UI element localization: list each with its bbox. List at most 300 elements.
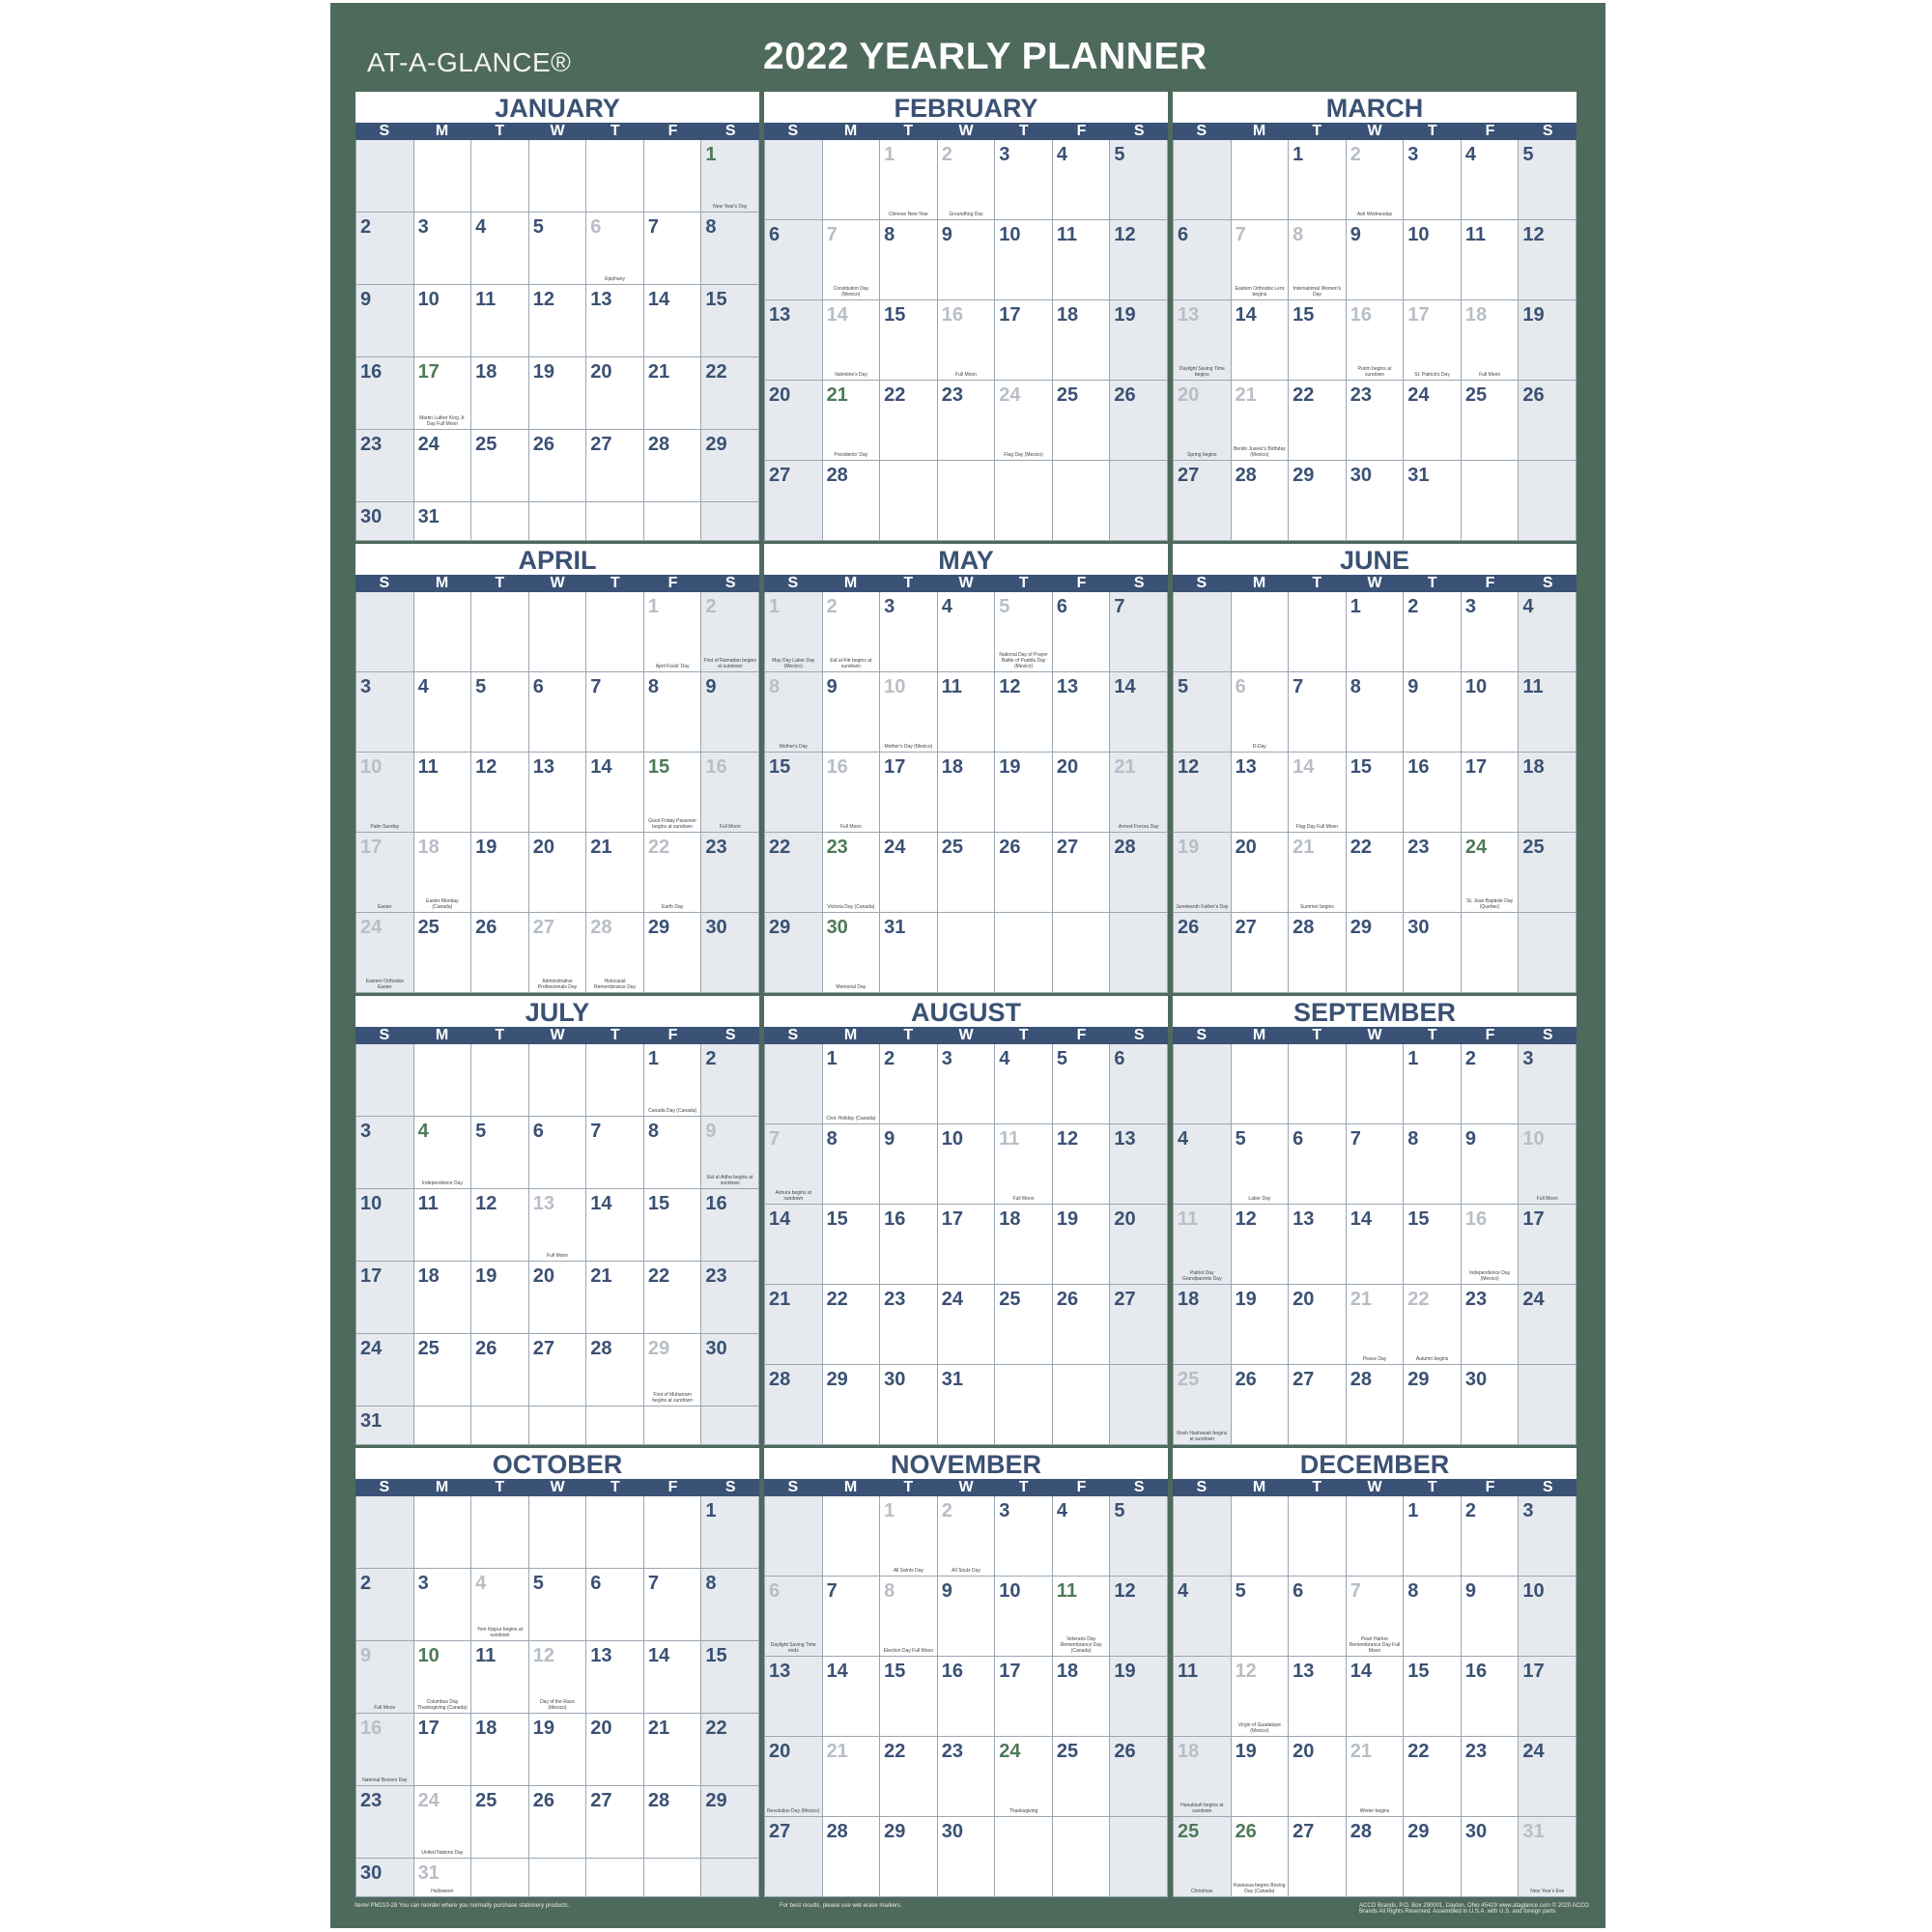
day-number: 8 (769, 676, 781, 697)
planner-poster (330, 3, 1605, 1928)
day-cell (823, 140, 881, 220)
day-number: 19 (1056, 1208, 1079, 1230)
day-cell (1053, 140, 1111, 220)
day-cell (995, 1285, 1053, 1365)
day-number: 18 (1178, 1289, 1200, 1310)
day-cell (1289, 381, 1347, 461)
day-number: 21 (647, 1718, 670, 1739)
day-number: 4 (475, 216, 487, 238)
day-number: 19 (1235, 1741, 1257, 1762)
holiday-note: Valentine's Day (834, 372, 867, 378)
day-cell (765, 1285, 823, 1365)
day-cell (1347, 913, 1405, 993)
day-number: 11 (1178, 1661, 1199, 1682)
day-cell (586, 753, 644, 833)
day-cell (1232, 1124, 1290, 1205)
holiday-note: Administrative Professionals Day (537, 979, 578, 990)
day-cell (1289, 1737, 1347, 1817)
day-cell (880, 300, 938, 381)
holiday-note: Victoria Day (Canada) (827, 904, 875, 910)
day-cell (356, 913, 414, 993)
day-cell (644, 213, 702, 285)
month-september (1173, 996, 1577, 1445)
day-cell (880, 1285, 938, 1365)
holiday-note: First of Muharram begins at sundown (652, 1392, 693, 1404)
weekday-label: F (1076, 575, 1087, 591)
day-number: 4 (1056, 1500, 1067, 1521)
day-cell (529, 1569, 587, 1641)
day-cell (995, 140, 1053, 220)
day-number: 27 (769, 465, 791, 486)
day-cell (1110, 833, 1168, 913)
day-cell (1232, 672, 1290, 753)
day-cell (414, 285, 472, 357)
day-cell (823, 1044, 881, 1124)
day-cell (471, 1406, 529, 1445)
day-cell (1053, 913, 1111, 993)
day-cell (701, 1406, 759, 1445)
weekday-header (355, 1027, 759, 1044)
day-cell (995, 1496, 1053, 1577)
day-number: 22 (705, 361, 727, 383)
weekday-label: S (379, 123, 390, 139)
weekday-label: W (958, 1027, 974, 1043)
day-cell (1053, 753, 1111, 833)
holiday-note: Eastern Orthodox Lent begins (1235, 286, 1284, 298)
day-cell (356, 1859, 414, 1897)
day-cell (823, 300, 881, 381)
day-number: 12 (1522, 224, 1545, 245)
weekday-label: W (958, 575, 974, 591)
day-cell (701, 1044, 759, 1117)
day-number: 10 (1464, 676, 1488, 697)
day-cell (938, 140, 996, 220)
weekday-label: S (1542, 1479, 1553, 1495)
day-number: 15 (705, 289, 727, 310)
day-cell (1232, 1285, 1290, 1365)
day-number: 2 (1407, 596, 1419, 617)
day-cell (414, 913, 472, 993)
day-number: 29 (647, 1338, 670, 1359)
day-cell (880, 1044, 938, 1124)
day-number: 26 (1114, 1741, 1136, 1762)
holiday-note: Civic Holiday (Canada) (826, 1116, 876, 1122)
day-number: 19 (532, 361, 554, 383)
day-number: 6 (1293, 1580, 1304, 1602)
weekday-label: T (1018, 123, 1029, 139)
day-number: 2 (826, 596, 838, 617)
day-cell (1232, 300, 1290, 381)
day-cell (1404, 1205, 1462, 1285)
day-number: 2 (941, 1500, 952, 1521)
day-cell (1519, 672, 1577, 753)
day-cell (471, 1189, 529, 1262)
day-cell (1404, 1124, 1462, 1205)
holiday-note: Martin Luther King Jr. Day Full Moon (419, 415, 466, 427)
day-cell (1110, 672, 1168, 753)
day-cell (529, 1406, 587, 1445)
day-cell (995, 1817, 1053, 1897)
day-number: 19 (1522, 304, 1545, 326)
day-cell (586, 140, 644, 213)
day-grid (355, 140, 759, 541)
month-name: DECEMBER (1299, 1450, 1450, 1479)
holiday-note: Full Moon (1012, 1196, 1035, 1202)
day-cell (1347, 220, 1405, 300)
day-cell (1462, 1205, 1520, 1285)
day-cell (765, 672, 823, 753)
day-cell (938, 1737, 996, 1817)
day-number: 17 (999, 304, 1021, 326)
day-cell (1289, 672, 1347, 753)
day-cell (1519, 300, 1577, 381)
weekday-label: F (1076, 1027, 1087, 1043)
day-cell (823, 1577, 881, 1657)
day-number: 5 (532, 216, 544, 238)
day-number: 27 (532, 917, 554, 938)
day-cell (1519, 1737, 1577, 1817)
day-cell (356, 1334, 414, 1406)
day-cell (1053, 672, 1111, 753)
day-cell (356, 285, 414, 357)
holiday-note: Spring begins (1186, 452, 1217, 458)
day-number: 31 (360, 1410, 383, 1432)
day-number: 26 (532, 1790, 554, 1811)
day-grid (1173, 140, 1577, 541)
day-number: 24 (417, 434, 440, 455)
day-number: 17 (941, 1208, 963, 1230)
day-number: 8 (1407, 1128, 1419, 1150)
day-cell (995, 381, 1053, 461)
day-cell (1053, 592, 1111, 672)
day-number: 11 (417, 756, 439, 778)
day-cell (471, 753, 529, 833)
day-cell (529, 1496, 587, 1569)
day-cell (701, 1117, 759, 1189)
day-cell (995, 753, 1053, 833)
day-number: 6 (1114, 1048, 1125, 1069)
day-cell (1404, 1496, 1462, 1577)
day-cell (1232, 1657, 1290, 1737)
day-cell (1232, 1737, 1290, 1817)
day-cell (1519, 1365, 1577, 1445)
day-number: 24 (941, 1289, 963, 1310)
day-number: 20 (532, 837, 554, 858)
holiday-note: National Day of Prayer Battle of Puebla Day (Mexico) (999, 652, 1048, 669)
day-cell (414, 672, 472, 753)
holiday-note: Labor Day (1248, 1196, 1271, 1202)
day-cell (995, 592, 1053, 672)
day-cell (1404, 753, 1462, 833)
holiday-note: Flag Day (Mexico) (1004, 452, 1043, 458)
day-number: 18 (1464, 304, 1488, 326)
day-cell (823, 1496, 881, 1577)
day-cell (586, 502, 644, 541)
day-cell (1110, 1285, 1168, 1365)
footer-item-number: Item# PM210-28 You can reorder where you normally purchase stationery products. (355, 1903, 570, 1909)
day-number: 9 (1464, 1128, 1476, 1150)
day-number: 28 (1293, 917, 1315, 938)
day-number: 3 (999, 1500, 1010, 1521)
weekday-header (1173, 575, 1577, 592)
day-number: 20 (769, 384, 791, 406)
holiday-note: International Women's Day (1293, 286, 1342, 298)
day-cell (880, 461, 938, 541)
day-cell (880, 1496, 938, 1577)
day-number: 8 (705, 216, 717, 238)
weekday-label: F (668, 1027, 678, 1043)
day-number: 9 (941, 1580, 952, 1602)
day-cell (1404, 220, 1462, 300)
day-cell (586, 1262, 644, 1334)
holiday-note: Full Moon (547, 1253, 568, 1259)
day-number: 3 (941, 1048, 952, 1069)
month-name: NOVEMBER (890, 1450, 1041, 1479)
day-number: 16 (1407, 756, 1430, 778)
month-december (1173, 1448, 1577, 1897)
day-number: 2 (705, 596, 717, 617)
day-cell (1462, 592, 1520, 672)
day-cell (471, 1569, 529, 1641)
day-cell (529, 430, 587, 502)
day-number: 31 (417, 506, 440, 527)
day-number: 25 (999, 1289, 1021, 1310)
day-number: 1 (1293, 144, 1304, 165)
day-number: 19 (999, 756, 1021, 778)
day-number: 4 (417, 676, 429, 697)
day-cell (701, 1859, 759, 1897)
day-number: 26 (475, 917, 497, 938)
holiday-note: Summer begins (1299, 904, 1334, 910)
holiday-note: April Fools' Day (655, 664, 690, 669)
day-cell (1110, 1577, 1168, 1657)
day-cell (529, 1641, 587, 1714)
day-cell (823, 833, 881, 913)
day-number: 13 (590, 1645, 612, 1666)
month-november (764, 1448, 1168, 1897)
planner-title: 2022 YEARLY PLANNER (763, 36, 1208, 77)
day-cell (1289, 1577, 1347, 1657)
weekday-label: F (1485, 575, 1495, 591)
day-cell (1110, 1496, 1168, 1577)
holiday-note: Mother's Day (779, 744, 808, 750)
day-number: 31 (417, 1862, 440, 1884)
day-cell (1519, 1285, 1577, 1365)
day-number: 6 (532, 1121, 544, 1142)
weekday-header (764, 1027, 1168, 1044)
day-cell (471, 430, 529, 502)
weekday-label: F (1485, 123, 1495, 139)
holiday-note: Presidents' Day (834, 452, 868, 458)
day-number: 17 (884, 756, 906, 778)
day-cell (1462, 1496, 1520, 1577)
day-cell (823, 1285, 881, 1365)
day-number: 3 (1522, 1500, 1534, 1521)
day-cell (1110, 140, 1168, 220)
weekday-header (764, 1479, 1168, 1496)
day-number: 25 (1178, 1821, 1200, 1842)
weekday-label: T (1427, 123, 1437, 139)
day-number: 25 (417, 1338, 440, 1359)
holiday-note: National Bosses Day (362, 1777, 408, 1783)
day-grid (355, 1044, 759, 1445)
day-cell (529, 833, 587, 913)
day-number: 29 (1350, 917, 1372, 938)
day-cell (529, 1334, 587, 1406)
day-number: 13 (769, 1661, 791, 1682)
day-number: 16 (360, 1718, 383, 1739)
day-cell (880, 381, 938, 461)
day-number: 27 (1293, 1821, 1315, 1842)
day-number: 27 (590, 1790, 612, 1811)
day-number: 24 (1407, 384, 1430, 406)
holiday-note: Eid al-Fitr begins at sundown (830, 658, 872, 669)
weekday-label: F (668, 123, 678, 139)
day-number: 9 (941, 224, 952, 245)
day-number: 10 (1407, 224, 1430, 245)
day-cell (1289, 592, 1347, 672)
weekday-label: M (843, 575, 858, 591)
day-grid (355, 592, 759, 993)
day-cell (471, 1714, 529, 1786)
day-number: 29 (705, 1790, 727, 1811)
day-number: 12 (532, 289, 554, 310)
day-cell (1232, 1817, 1290, 1897)
day-number: 2 (941, 144, 952, 165)
day-number: 19 (1178, 837, 1200, 858)
holiday-note: Peace Day (1362, 1356, 1387, 1362)
weekday-label: M (435, 123, 449, 139)
holiday-note: Revolution Day (Mexico) (767, 1808, 820, 1814)
day-cell (823, 220, 881, 300)
day-number: 5 (1114, 1500, 1125, 1521)
day-cell (1053, 220, 1111, 300)
day-number: 14 (1350, 1208, 1372, 1230)
day-number: 27 (1235, 917, 1257, 938)
day-cell (1404, 913, 1462, 993)
day-number: 15 (647, 756, 670, 778)
holiday-note: Daylight Saving Time begins (1179, 366, 1225, 378)
day-cell (414, 753, 472, 833)
day-cell (1519, 220, 1577, 300)
day-cell (644, 1189, 702, 1262)
day-cell (938, 300, 996, 381)
holiday-note: Canada Day (Canada) (648, 1108, 697, 1114)
day-number: 3 (999, 144, 1010, 165)
month-name: APRIL (518, 546, 597, 575)
footer-note: For best results, please use wet-erase markers. (780, 1903, 902, 1909)
day-cell (1289, 140, 1347, 220)
day-cell (1289, 1657, 1347, 1737)
day-cell (471, 1496, 529, 1569)
weekday-label: T (1018, 1479, 1029, 1495)
day-number: 29 (884, 1821, 906, 1842)
day-number: 10 (417, 289, 440, 310)
day-cell (586, 1044, 644, 1117)
holiday-note: Daylight Saving Time ends (770, 1642, 816, 1654)
day-cell (356, 1496, 414, 1569)
day-number: 18 (1056, 1661, 1079, 1682)
day-number: 10 (999, 224, 1021, 245)
day-number: 12 (1056, 1128, 1079, 1150)
day-number: 13 (532, 1193, 554, 1214)
day-cell (529, 1262, 587, 1334)
day-cell (1462, 1044, 1520, 1124)
day-number: 28 (1235, 465, 1257, 486)
day-number: 16 (1350, 304, 1372, 326)
day-number: 7 (826, 224, 838, 245)
day-cell (1519, 1657, 1577, 1737)
day-cell (701, 1714, 759, 1786)
day-number: 28 (1350, 1821, 1372, 1842)
day-cell (529, 1786, 587, 1859)
day-number: 5 (1178, 676, 1189, 697)
day-number: 1 (1407, 1048, 1419, 1069)
day-number: 3 (1522, 1048, 1534, 1069)
day-number: 12 (1235, 1208, 1257, 1230)
day-cell (529, 357, 587, 430)
day-cell (644, 430, 702, 502)
day-cell (586, 1406, 644, 1445)
day-cell (823, 672, 881, 753)
day-cell (586, 1569, 644, 1641)
day-cell (586, 913, 644, 993)
holiday-note: Constitution Day (Mexico) (833, 286, 869, 298)
day-number: 23 (884, 1289, 906, 1310)
day-cell (529, 672, 587, 753)
weekday-label: S (379, 1027, 390, 1043)
month-may (764, 544, 1168, 993)
day-number: 22 (826, 1289, 848, 1310)
day-cell (823, 913, 881, 993)
day-cell (1232, 1496, 1290, 1577)
day-number: 4 (1178, 1580, 1189, 1602)
day-cell (1289, 1044, 1347, 1124)
day-number: 21 (826, 384, 848, 406)
day-number: 13 (1114, 1128, 1136, 1150)
day-number: 27 (1293, 1369, 1315, 1390)
day-number: 27 (769, 1821, 791, 1842)
day-cell (529, 502, 587, 541)
day-cell (1347, 1577, 1405, 1657)
day-cell (1174, 461, 1232, 541)
day-cell (529, 213, 587, 285)
day-cell (701, 285, 759, 357)
holiday-note: Christmas (1191, 1889, 1213, 1894)
day-number: 14 (1235, 304, 1257, 326)
day-number: 23 (705, 1265, 727, 1287)
weekday-label: F (668, 1479, 678, 1495)
day-number: 30 (705, 1338, 727, 1359)
holiday-note: Good Friday Passover begins at sundown (648, 818, 696, 830)
day-cell (1347, 753, 1405, 833)
day-number: 23 (1464, 1741, 1488, 1762)
day-number: 2 (360, 216, 372, 238)
weekday-label: M (1252, 1479, 1266, 1495)
holiday-note: May Day Labor Day (Mexico) (772, 658, 815, 669)
day-cell (1519, 1044, 1577, 1124)
weekday-label: W (958, 1479, 974, 1495)
day-cell (938, 381, 996, 461)
day-cell (938, 753, 996, 833)
day-cell (529, 1117, 587, 1189)
day-number: 30 (941, 1821, 963, 1842)
day-cell (644, 1262, 702, 1334)
day-number: 26 (1178, 917, 1200, 938)
day-number: 6 (1056, 596, 1067, 617)
day-cell (1347, 381, 1405, 461)
day-number: 11 (941, 676, 962, 697)
